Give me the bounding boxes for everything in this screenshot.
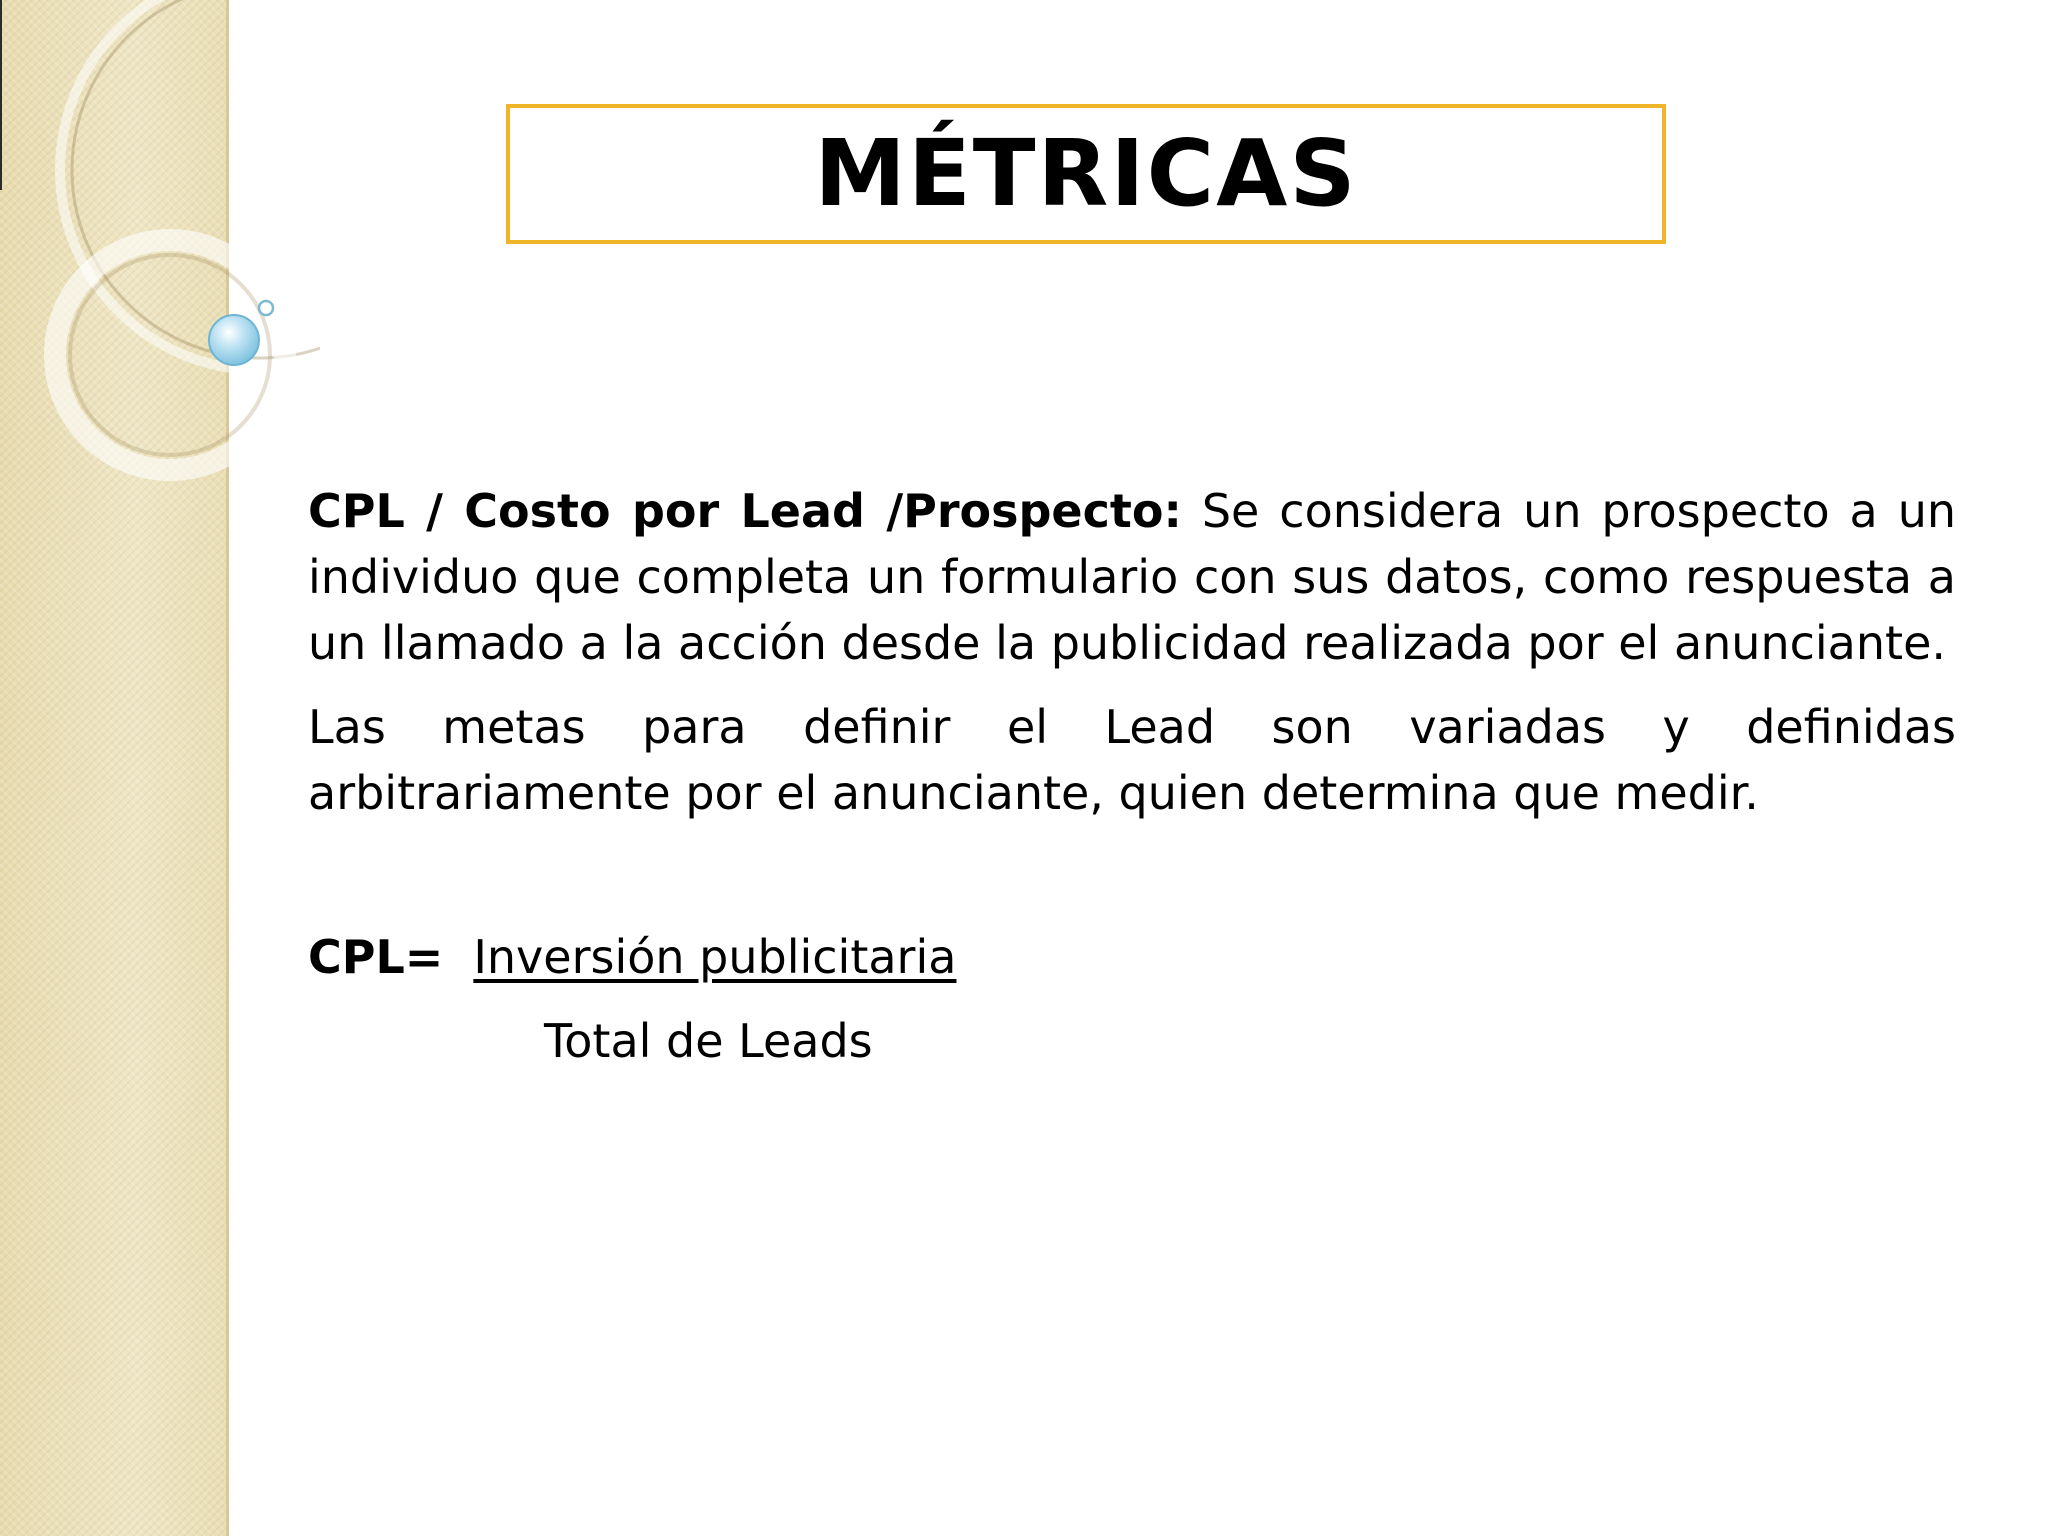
cpl-formula (308, 924, 957, 1068)
decorative-circles-graphic (0, 0, 320, 520)
bubble-large (209, 315, 259, 365)
definition-term: CPL / Costo por Lead /Prospecto: (308, 484, 1182, 538)
page-title: MÉTRICAS (814, 120, 1358, 227)
formula-numerator: Inversión publicitaria (473, 930, 957, 984)
definition-text: Se considera un prospecto a un individuo que completa un formulario con sus datos, como respuesta a un llamado a la acción desde la publicidad realizada por el anunciante. (308, 484, 1957, 670)
title-box (506, 104, 1666, 244)
formula-label: CPL= (308, 930, 444, 984)
paragraph-definition (308, 478, 1956, 676)
paragraph-goals: Las metas para definir el Lead son variadas y definidas arbitrariamente por el anunciante, quien determina que medir. (308, 700, 1956, 820)
body-text (308, 478, 1956, 844)
formula-denominator: Total de Leads (544, 1014, 873, 1068)
bubble-small (259, 301, 273, 315)
